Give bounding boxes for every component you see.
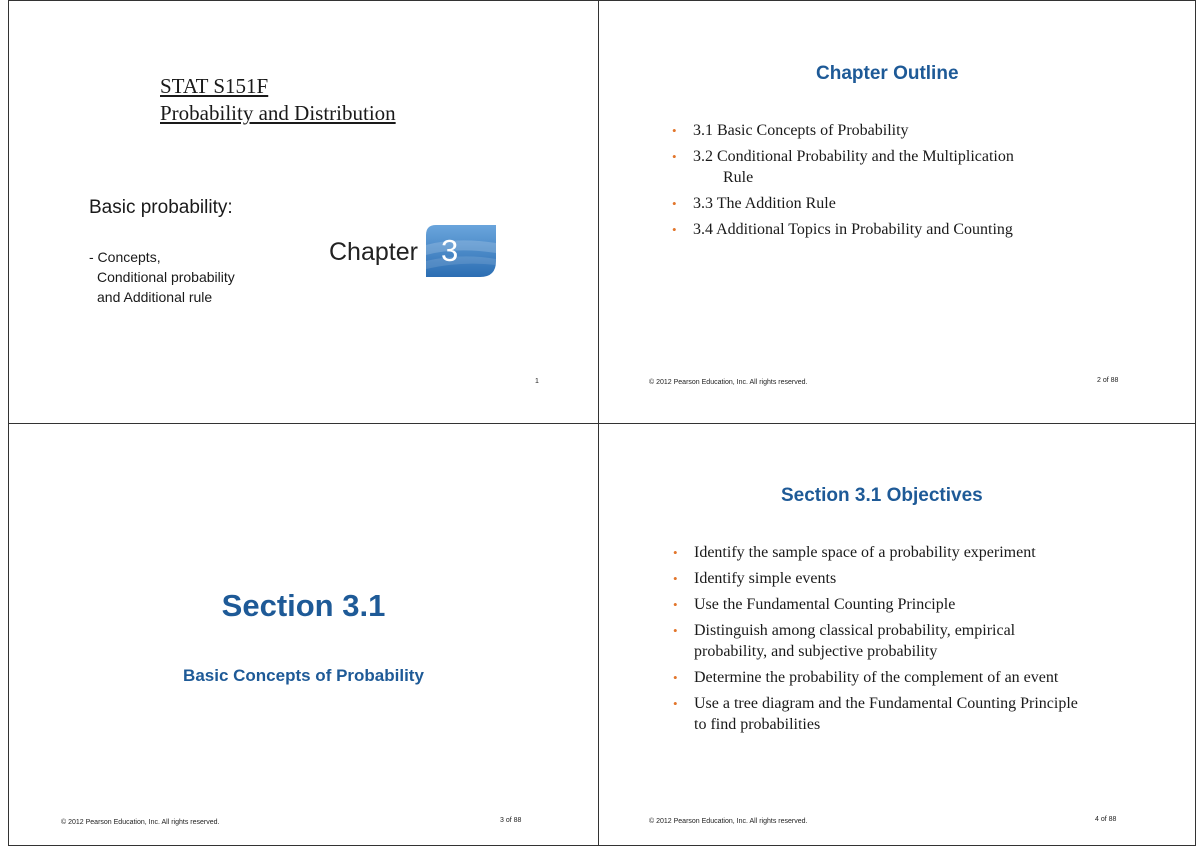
copyright-footer: © 2012 Pearson Education, Inc. All rights reserved. [649,379,808,386]
slide-3 [9,424,598,845]
bullet-dot-icon: • [673,571,678,586]
list-item [672,693,1094,735]
page-number: 1 [535,378,539,385]
list-item-text: 3.1 Basic Concepts of Probability [693,122,909,139]
slide-title: Chapter Outline [816,63,959,84]
section-title: Section 3.1 [221,588,386,623]
chapter-badge-icon [426,223,496,279]
topic-line: - Concepts, [89,249,161,265]
list-item [672,542,1112,563]
bullet-dot-icon: • [673,545,678,560]
list-item [671,120,1111,141]
list-item-text: 3.2 Conditional Probability and the Multiplication [693,148,1014,165]
objectives-list [672,542,1112,740]
list-item-text: 3.4 Additional Topics in Probability and Counting [693,221,1013,238]
list-item-text: Distinguish among classical probability, empirical probability, and subjective probability [694,622,1016,660]
bullet-dot-icon: • [672,196,677,211]
list-item-text: 3.3 The Addition Rule [693,195,836,212]
list-item [672,568,1112,589]
list-item [671,146,1111,167]
list-item-text: Identify simple events [694,570,837,587]
course-name: Probability and Distribution [160,101,396,125]
copyright-footer: © 2012 Pearson Education, Inc. All rights reserved. [649,818,808,825]
list-item [672,620,1089,662]
list-item [672,594,1112,615]
bullet-dot-icon: • [672,149,677,164]
slide-1 [9,1,598,423]
outline-list [671,120,1111,245]
page-number: 2 of 88 [1097,377,1119,384]
bullet-dot-icon: • [672,123,677,138]
list-item [671,219,1111,240]
chapter-number: 3 [441,233,459,268]
chapter-label: Chapter [329,238,418,266]
list-item-continuation [671,167,1111,188]
slide-title: Section 3.1 Objectives [781,485,983,506]
topic-list [89,247,235,307]
slide-4 [599,424,1195,845]
list-item-text: Rule [723,169,754,186]
list-item-text: Use the Fundamental Counting Principle [694,596,956,613]
basic-probability-heading: Basic probability: [89,197,233,218]
list-item-text: Use a tree diagram and the Fundamental Counting Principle to find probabilities [694,695,1078,733]
bullet-dot-icon: • [673,597,678,612]
course-code: STAT S151F [160,74,269,98]
bullet-dot-icon: • [673,670,678,685]
copyright-footer: © 2012 Pearson Education, Inc. All rights reserved. [61,819,220,826]
slide-2 [599,1,1195,423]
bullet-dot-icon: • [672,222,677,237]
list-item [671,193,1111,214]
topic-line: Conditional probability [97,269,235,285]
list-item-text: Determine the probability of the complement of an event [694,669,1059,686]
course-title [160,73,396,127]
topic-line: and Additional rule [97,289,213,305]
section-subtitle: Basic Concepts of Probability [183,666,424,685]
page-number: 3 of 88 [500,817,522,824]
bullet-dot-icon: • [673,623,678,638]
list-item-text: Identify the sample space of a probability experiment [694,544,1036,561]
page-number: 4 of 88 [1095,816,1117,823]
bullet-dot-icon: • [673,696,678,711]
list-item [672,667,1094,688]
